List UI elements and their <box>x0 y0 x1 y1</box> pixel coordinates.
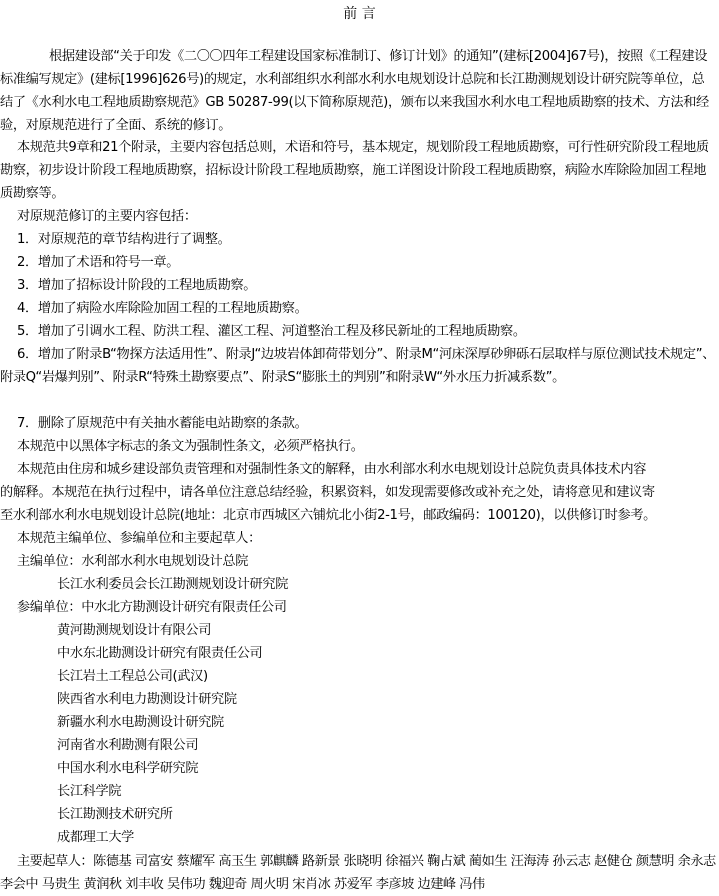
revision-item: 4．增加了病险水库除险加固工程的工程地质勘察。 <box>17 301 308 316</box>
participant-unit: 中水北方勘测设计研究有限责任公司 <box>81 600 287 615</box>
participant-units-row <box>0 596 719 619</box>
participant-unit: 河南省水利勘测有限公司 <box>57 738 199 753</box>
participant-unit: 成都理工大学 <box>57 830 135 845</box>
revision-item: 3．增加了招标设计阶段的工程地质勘察。 <box>17 278 257 293</box>
drafters-label: 主要起草人： <box>17 854 94 869</box>
chief-unit: 水利部水利水电规划设计总院 <box>81 554 249 569</box>
participant-unit: 陕西省水利电力勘测设计研究院 <box>57 692 237 707</box>
units-intro: 本规范主编单位、参编单位和主要起草人： <box>17 531 261 546</box>
chief-units-row <box>0 550 719 573</box>
admin-line: 的解释。本规范在执行过程中，请各单位注意总结经验，积累资料，如发现需要修改或补充之处，请将意见和建议寄 <box>0 485 655 500</box>
revisions-intro: 对原规范修订的主要内容包括： <box>17 209 197 224</box>
participant-unit: 长江勘测技术研究所 <box>57 807 173 822</box>
revision-item: 2．增加了术语和符号一章。 <box>17 255 180 270</box>
admin-line: 本规范由住房和城乡建设部负责管理和对强制性条文的解释，由水利部水利水电规划设计总院负责具体技术内容 <box>17 462 647 477</box>
participant-unit: 中水东北勘测设计研究有限责任公司 <box>57 646 263 661</box>
participant-unit: 中国水利水电科学研究院 <box>57 761 199 776</box>
participant-unit: 黄河勘测规划设计有限公司 <box>57 623 212 638</box>
page-title: 前 言 <box>343 6 376 22</box>
drafters-list: 陈德基 司富安 蔡耀军 高玉生 郭麒麟 路新景 张晓明 徐福兴 鞠占斌 蔺如生 汪海涛 孙云志 赵健仓 颜慧明 余永志 李会中 马贵生 黄润秋 刘丰收 吴伟功 魏迎奇 周火明 宋肖冰 苏爱军 李彦坡 边建峰 冯伟 <box>0 854 716 892</box>
intro-paragraph: 根据建设部“关于印发《二〇〇四年工程建设国家标准制订、修订计划》的通知”(建标[2004]67号)，按照《工程建设标准编写规定》(建标[1996]626号)的规定，水利部组织水利部水利水电规划设计总院和长江勘测规划设计研究院等单位，总结了《水利水电工程地质勘察规范》GB 50287-99(以下简称原规范)，颁布以来我国水利水电工程地质勘察的技术、方法和经验，对原规范进行了全面、系统的修订。 <box>0 49 709 133</box>
participant-unit: 长江岩土工程总公司(武汉) <box>57 669 208 684</box>
revision-item: 7．删除了原规范中有关抽水蓄能电站勘察的条款。 <box>17 416 308 431</box>
revision-item: 1．对原规范的章节结构进行了调整。 <box>17 232 231 247</box>
participant-units-label: 参编单位： <box>17 600 82 615</box>
scope-paragraph: 本规范共9章和21个附录，主要内容包括总则，术语和符号，基本规定，规划阶段工程地质勘察，可行性研究阶段工程地质勘察，初步设计阶段工程地质勘察，招标设计阶段工程地质勘察，施工详图设计阶段工程地质勘察，病险水库除险加固工程地质勘察等。 <box>0 140 709 201</box>
chief-unit: 长江水利委员会长江勘测规划设计研究院 <box>57 577 289 592</box>
revision-item: 6．增加了附录B“物探方法适用性”、附录J“边坡岩体卸荷带划分”、附录M“河床深厚砂卵砾石层取样与原位测试技术规定”、附录Q“岩爆判别”、附录R“特殊土勘察要点”、附录S“膨胀土的判别”和附录W“外水压力折减系数”。 <box>0 347 716 385</box>
admin-line: 至水利部水利水电规划设计总院(地址：北京市西城区六铺炕北小街2-1号，邮政编码：100120)，以供修订时参考。 <box>0 508 657 523</box>
participant-unit: 新疆水利水电勘测设计研究院 <box>57 715 224 730</box>
revision-item: 5．增加了引调水工程、防洪工程、灌区工程、河道整治工程及移民新址的工程地质勘察。 <box>17 324 526 339</box>
mandatory-note: 本规范中以黑体字标志的条文为强制性条文，必须严格执行。 <box>17 439 364 454</box>
chief-units-label: 主编单位： <box>17 554 82 569</box>
participant-unit: 长江科学院 <box>57 784 122 799</box>
drafters-paragraph <box>0 850 719 896</box>
